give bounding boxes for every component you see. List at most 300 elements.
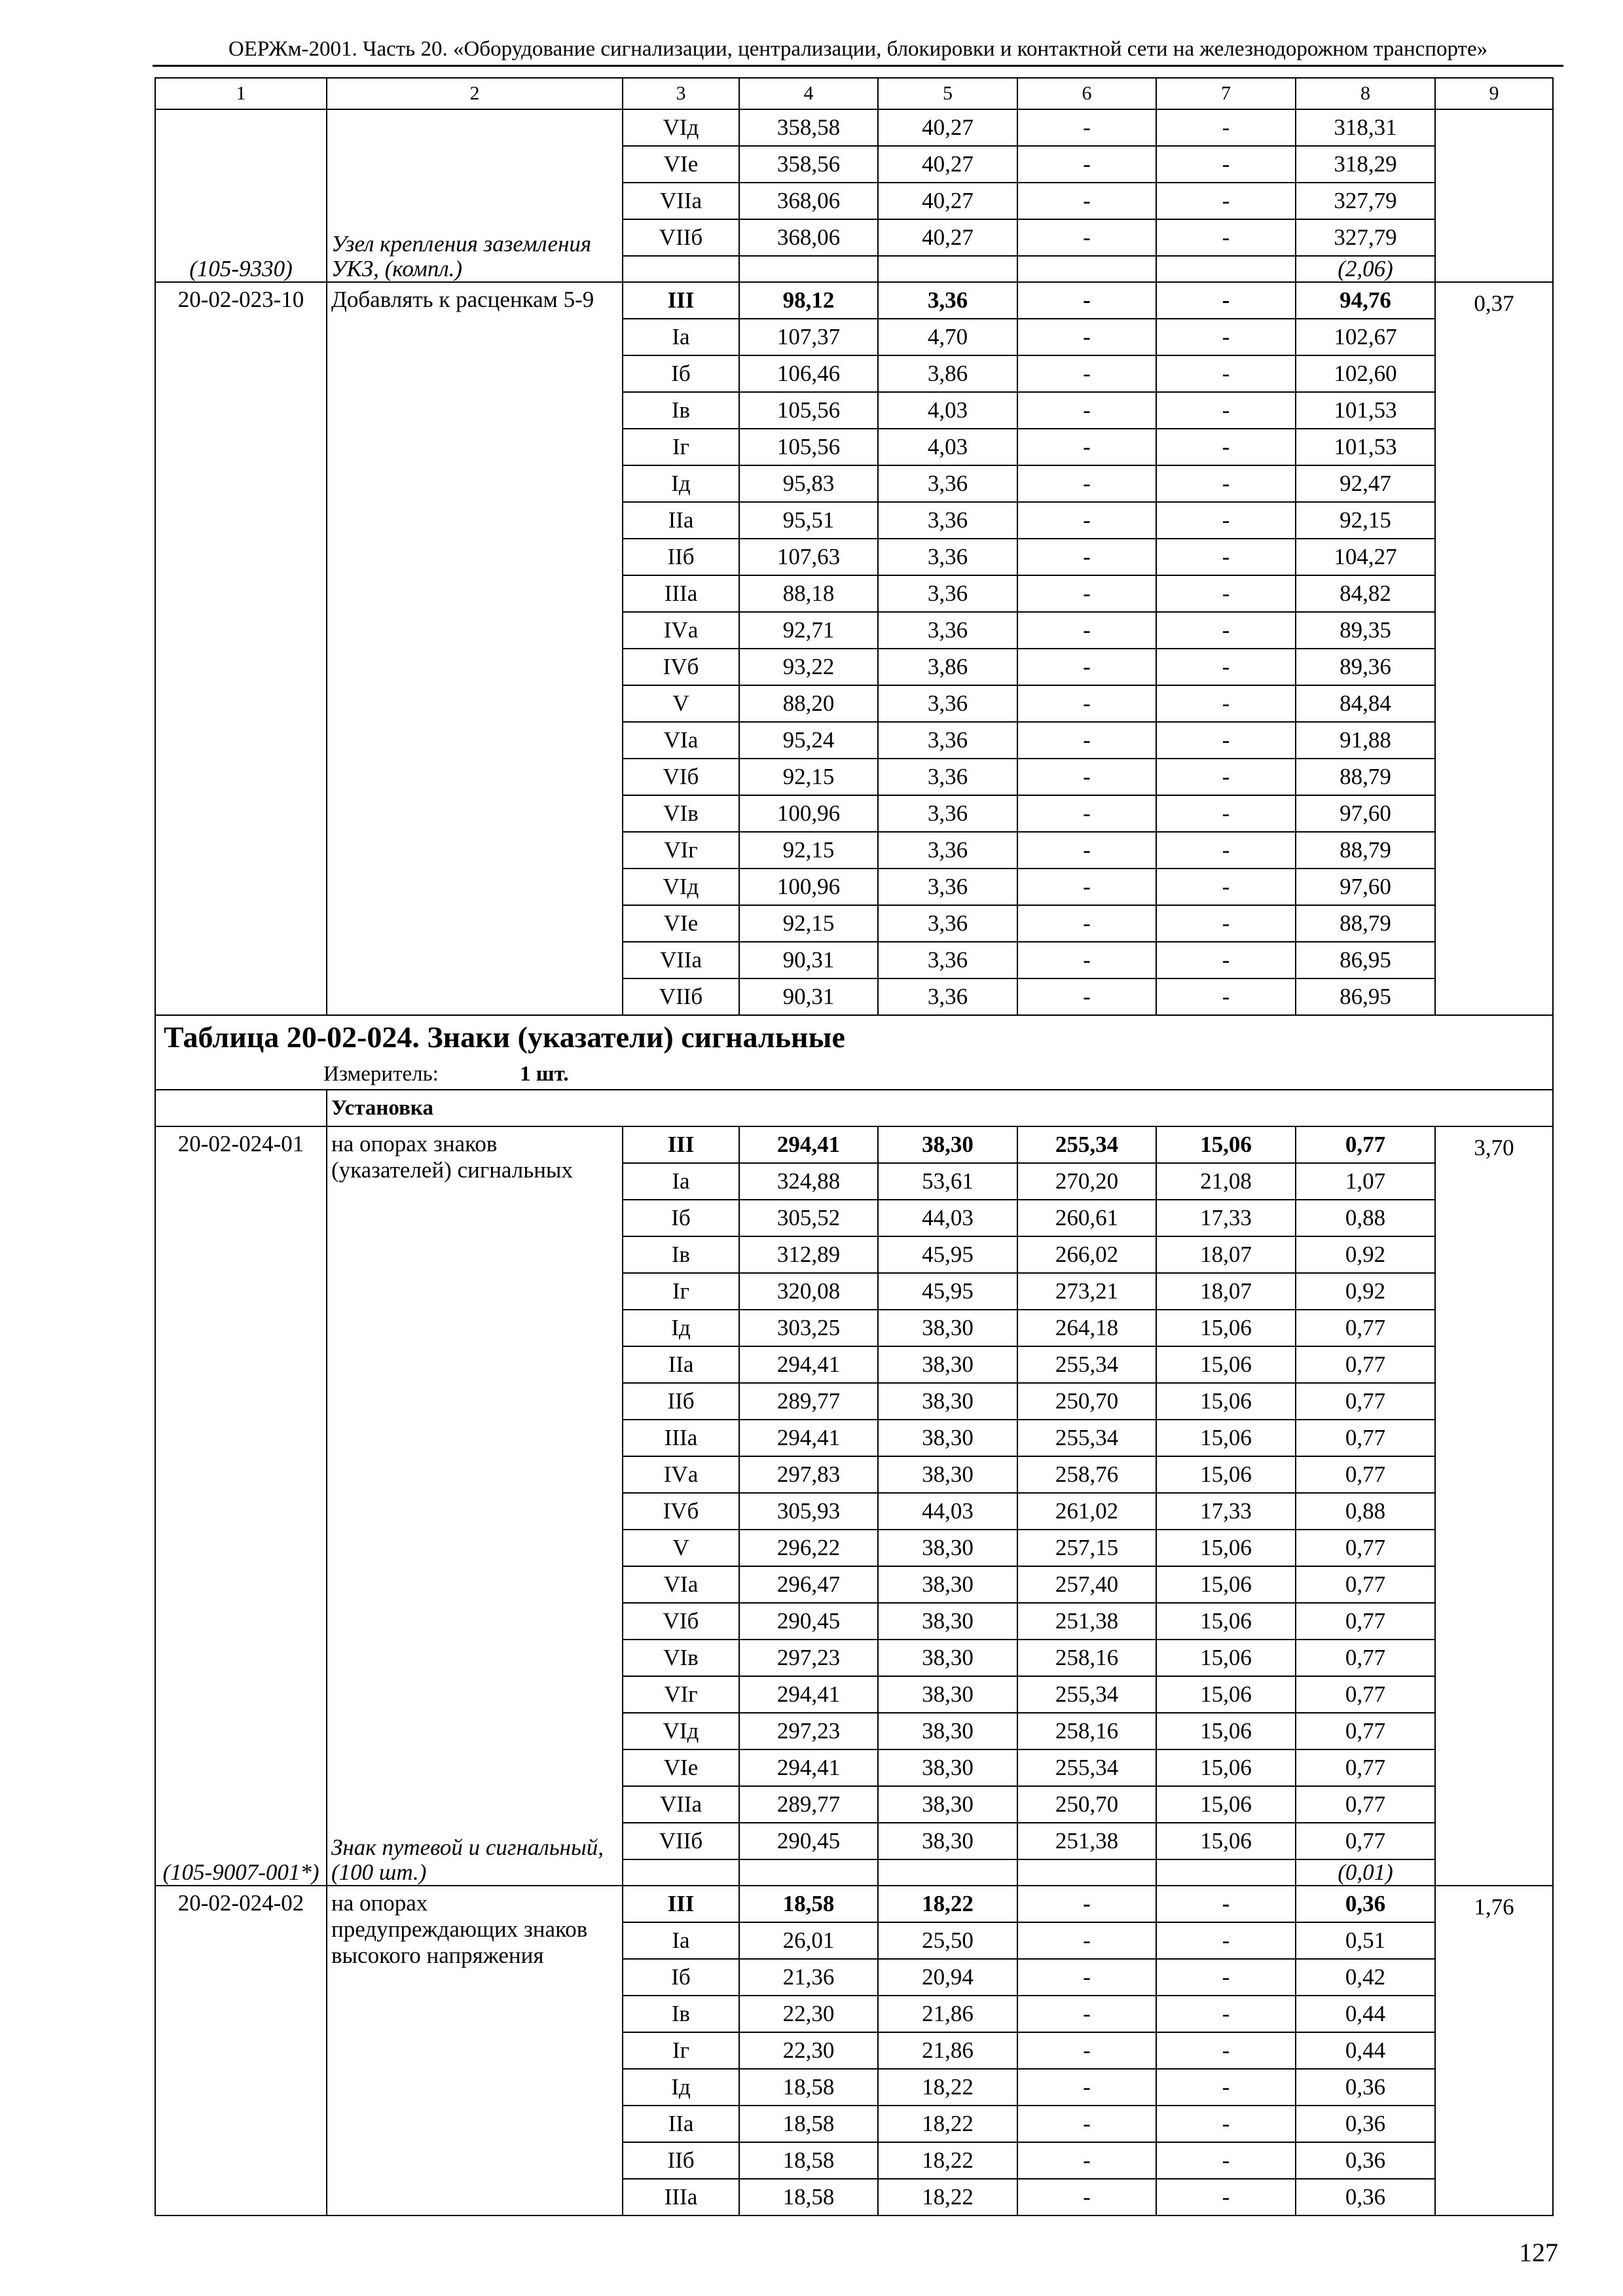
empty-cell — [878, 1859, 1017, 1886]
value-cell: 18,58 — [739, 1886, 878, 1922]
zone-code: IIб — [623, 2142, 739, 2179]
zone-code: IIа — [623, 1346, 739, 1383]
value-cell: 91,88 — [1296, 722, 1435, 759]
column-number: 1 — [155, 78, 327, 109]
value-cell: - — [1017, 2142, 1156, 2179]
material-quantity: (0,01) — [1296, 1859, 1435, 1886]
value-cell: 40,27 — [878, 219, 1017, 256]
value-cell: 327,79 — [1296, 183, 1435, 219]
price-table — [155, 77, 1554, 2216]
value-cell: - — [1156, 465, 1296, 502]
value-cell: 40,27 — [878, 183, 1017, 219]
value-cell: 294,41 — [739, 1346, 878, 1383]
empty-cell — [1017, 256, 1156, 282]
empty-cell — [623, 256, 739, 282]
value-cell: 296,22 — [739, 1530, 878, 1566]
labor-cell: 1,76 — [1435, 1886, 1553, 2215]
value-cell: 320,08 — [739, 1273, 878, 1310]
value-cell: 40,27 — [878, 146, 1017, 183]
value-cell: 18,22 — [878, 2142, 1017, 2179]
empty-cell — [878, 256, 1017, 282]
value-cell: 105,56 — [739, 392, 878, 429]
value-cell: 88,79 — [1296, 832, 1435, 869]
value-cell: 105,56 — [739, 429, 878, 465]
zone-code: Iб — [623, 355, 739, 392]
value-cell: - — [1156, 1886, 1296, 1922]
value-cell: 84,84 — [1296, 685, 1435, 722]
value-cell: - — [1017, 2069, 1156, 2106]
value-cell: 15,06 — [1156, 1786, 1296, 1823]
value-cell: 92,71 — [739, 612, 878, 649]
value-cell: 92,47 — [1296, 465, 1435, 502]
value-cell: 0,77 — [1296, 1603, 1435, 1640]
zone-code: VIе — [623, 905, 739, 942]
column-number: 4 — [739, 78, 878, 109]
column-number: 5 — [878, 78, 1017, 109]
zone-code: VIе — [623, 1749, 739, 1786]
value-cell: 21,86 — [878, 1996, 1017, 2032]
value-cell: - — [1156, 539, 1296, 575]
value-cell: 303,25 — [739, 1310, 878, 1346]
material-name: Узел крепления заземления УКЗ, (компл.) — [331, 231, 592, 281]
value-cell: - — [1017, 832, 1156, 869]
value-cell: - — [1156, 2069, 1296, 2106]
value-cell: 1,07 — [1296, 1163, 1435, 1200]
value-cell: - — [1156, 978, 1296, 1015]
value-cell: 38,30 — [878, 1346, 1017, 1383]
value-cell: 22,30 — [739, 1996, 878, 2032]
value-cell: - — [1017, 465, 1156, 502]
zone-code: VIд — [623, 869, 739, 905]
value-cell: 92,15 — [1296, 502, 1435, 539]
value-cell: - — [1017, 1886, 1156, 1922]
value-cell: - — [1017, 2106, 1156, 2142]
value-cell: 250,70 — [1017, 1786, 1156, 1823]
value-cell: 296,47 — [739, 1566, 878, 1603]
empty-cell — [739, 256, 878, 282]
value-cell: 18,22 — [878, 1886, 1017, 1922]
empty-cell — [739, 1859, 878, 1886]
value-cell: - — [1017, 146, 1156, 183]
value-cell: 15,06 — [1156, 1310, 1296, 1346]
value-cell: - — [1156, 429, 1296, 465]
value-cell: - — [1156, 183, 1296, 219]
value-cell: - — [1017, 429, 1156, 465]
value-cell: 261,02 — [1017, 1493, 1156, 1530]
zone-code: IVб — [623, 649, 739, 685]
value-cell: - — [1156, 942, 1296, 978]
zone-code: VIд — [623, 1713, 739, 1749]
value-cell: 40,27 — [878, 109, 1017, 146]
value-cell: 15,06 — [1156, 1383, 1296, 1420]
value-cell: 289,77 — [739, 1383, 878, 1420]
labor-cell: 0,37 — [1435, 282, 1553, 1015]
value-cell: 3,36 — [878, 832, 1017, 869]
value-cell: 89,36 — [1296, 649, 1435, 685]
value-cell: 257,15 — [1017, 1530, 1156, 1566]
value-cell: 95,51 — [739, 502, 878, 539]
value-cell: - — [1017, 685, 1156, 722]
value-cell: 15,06 — [1156, 1749, 1296, 1786]
value-cell: 368,06 — [739, 219, 878, 256]
zone-code: VIв — [623, 795, 739, 832]
value-cell: 257,40 — [1017, 1566, 1156, 1603]
value-cell: 324,88 — [739, 1163, 878, 1200]
measure-unit — [155, 1059, 1553, 1090]
value-cell: - — [1156, 319, 1296, 355]
zone-code: VIIб — [623, 219, 739, 256]
value-cell: 18,58 — [739, 2106, 878, 2142]
value-cell: 90,31 — [739, 978, 878, 1015]
value-cell: - — [1017, 649, 1156, 685]
zone-code: V — [623, 685, 739, 722]
value-cell: 44,03 — [878, 1200, 1017, 1236]
value-cell: 297,83 — [739, 1456, 878, 1493]
column-number: 2 — [327, 78, 623, 109]
value-cell: 251,38 — [1017, 1823, 1156, 1859]
value-cell: 258,76 — [1017, 1456, 1156, 1493]
zone-code: VIIа — [623, 1786, 739, 1823]
value-cell: 107,37 — [739, 319, 878, 355]
zone-code: Iв — [623, 392, 739, 429]
value-cell: 86,95 — [1296, 942, 1435, 978]
value-cell: 255,34 — [1017, 1346, 1156, 1383]
zone-code: Iб — [623, 1959, 739, 1996]
value-cell: 0,42 — [1296, 1959, 1435, 1996]
value-cell: 0,77 — [1296, 1420, 1435, 1456]
value-cell: 0,77 — [1296, 1346, 1435, 1383]
value-cell: 88,79 — [1296, 759, 1435, 795]
value-cell: - — [1156, 282, 1296, 319]
item-code — [155, 109, 327, 282]
material-code: (105-9330) — [189, 256, 293, 281]
value-cell: - — [1156, 575, 1296, 612]
value-cell: 0,77 — [1296, 1676, 1435, 1713]
value-cell: - — [1017, 1922, 1156, 1959]
value-cell: 38,30 — [878, 1310, 1017, 1346]
value-cell: - — [1017, 612, 1156, 649]
section-title-row — [155, 1015, 1553, 1059]
value-cell: 3,36 — [878, 502, 1017, 539]
value-cell: 95,83 — [739, 465, 878, 502]
value-cell: 53,61 — [878, 1163, 1017, 1200]
zone-code: VIб — [623, 759, 739, 795]
zone-code: Iв — [623, 1996, 739, 2032]
column-number-row — [155, 78, 1553, 109]
section-title: Таблица 20-02-024. Знаки (указатели) сигнальные — [155, 1015, 1553, 1059]
value-cell: 106,46 — [739, 355, 878, 392]
column-number: 8 — [1296, 78, 1435, 109]
value-cell: 0,92 — [1296, 1236, 1435, 1273]
subheading-row — [155, 1090, 1553, 1126]
value-cell: 94,76 — [1296, 282, 1435, 319]
empty-cell — [1156, 1859, 1296, 1886]
zone-code: VIд — [623, 109, 739, 146]
zone-code: IIIа — [623, 575, 739, 612]
value-cell: 3,36 — [878, 282, 1017, 319]
value-cell: 18,07 — [1156, 1236, 1296, 1273]
value-cell: - — [1156, 2106, 1296, 2142]
value-cell: 3,36 — [878, 978, 1017, 1015]
material-quantity: (2,06) — [1296, 256, 1435, 282]
value-cell: 38,30 — [878, 1126, 1017, 1163]
value-cell: 0,36 — [1296, 2142, 1435, 2179]
value-cell: 270,20 — [1017, 1163, 1156, 1200]
value-cell: - — [1156, 795, 1296, 832]
zone-code: Iб — [623, 1200, 739, 1236]
value-cell: 38,30 — [878, 1456, 1017, 1493]
value-cell: 3,36 — [878, 759, 1017, 795]
zone-code: Iг — [623, 429, 739, 465]
value-cell: 0,36 — [1296, 1886, 1435, 1922]
item-description: на опорах знаков (указателей) сигнальных Знак путевой и сигнальный, (100 шт.) — [327, 1126, 623, 1886]
value-cell: 18,22 — [878, 2069, 1017, 2106]
value-cell: 260,61 — [1017, 1200, 1156, 1236]
value-cell: 0,77 — [1296, 1786, 1435, 1823]
value-cell: 86,95 — [1296, 978, 1435, 1015]
value-cell: - — [1156, 1996, 1296, 2032]
value-cell: 4,03 — [878, 392, 1017, 429]
value-cell: 258,16 — [1017, 1640, 1156, 1676]
value-cell: 89,35 — [1296, 612, 1435, 649]
value-cell: 266,02 — [1017, 1236, 1156, 1273]
empty-cell — [1156, 256, 1296, 282]
item-description: на опорах предупреждающих знаков высокого напряжения — [327, 1886, 623, 2215]
value-cell: 104,27 — [1296, 539, 1435, 575]
value-cell: 15,06 — [1156, 1530, 1296, 1566]
empty-cell — [623, 1859, 739, 1886]
zone-code: IIа — [623, 502, 739, 539]
value-cell: - — [1017, 109, 1156, 146]
page-number: 127 — [1519, 2238, 1558, 2267]
value-cell: 15,06 — [1156, 1823, 1296, 1859]
value-cell: - — [1156, 2032, 1296, 2069]
table-row — [155, 1886, 1553, 1922]
value-cell: 3,36 — [878, 942, 1017, 978]
page-header: ОЕРЖм-2001. Часть 20. «Оборудование сигнализации, централизации, блокировки и контактной сети на железнодорожном транспорте» — [153, 34, 1563, 67]
value-cell: - — [1017, 2032, 1156, 2069]
value-cell: 18,22 — [878, 2179, 1017, 2215]
value-cell: 0,88 — [1296, 1493, 1435, 1530]
value-cell: 88,18 — [739, 575, 878, 612]
value-cell: 289,77 — [739, 1786, 878, 1823]
value-cell: 0,77 — [1296, 1126, 1435, 1163]
value-cell: 290,45 — [739, 1823, 878, 1859]
table-row — [155, 282, 1553, 319]
value-cell: 38,30 — [878, 1676, 1017, 1713]
value-cell: - — [1017, 1959, 1156, 1996]
value-cell: 0,77 — [1296, 1640, 1435, 1676]
value-cell: 38,30 — [878, 1603, 1017, 1640]
value-cell: 22,30 — [739, 2032, 878, 2069]
value-cell: 3,36 — [878, 612, 1017, 649]
value-cell: 15,06 — [1156, 1640, 1296, 1676]
value-cell: 0,77 — [1296, 1310, 1435, 1346]
value-cell: 0,77 — [1296, 1456, 1435, 1493]
value-cell: 15,06 — [1156, 1676, 1296, 1713]
value-cell: 88,20 — [739, 685, 878, 722]
table-row — [155, 1126, 1553, 1163]
value-cell: 38,30 — [878, 1640, 1017, 1676]
value-cell: 15,06 — [1156, 1456, 1296, 1493]
table-row — [155, 109, 1553, 146]
value-cell: 3,36 — [878, 795, 1017, 832]
zone-code: VIIб — [623, 978, 739, 1015]
value-cell: 15,06 — [1156, 1346, 1296, 1383]
value-cell: - — [1017, 183, 1156, 219]
value-cell: 250,70 — [1017, 1383, 1156, 1420]
value-cell: 3,36 — [878, 539, 1017, 575]
value-cell: 3,36 — [878, 465, 1017, 502]
value-cell: - — [1017, 1996, 1156, 2032]
value-cell: 264,18 — [1017, 1310, 1156, 1346]
value-cell: - — [1017, 282, 1156, 319]
value-cell: - — [1156, 905, 1296, 942]
value-cell: 0,88 — [1296, 1200, 1435, 1236]
measure-row — [155, 1059, 1553, 1090]
value-cell: 0,92 — [1296, 1273, 1435, 1310]
measure-label: Измеритель: — [323, 1062, 439, 1086]
value-cell: - — [1017, 869, 1156, 905]
value-cell: 0,77 — [1296, 1566, 1435, 1603]
value-cell: 368,06 — [739, 183, 878, 219]
value-cell: - — [1017, 978, 1156, 1015]
value-cell: - — [1156, 2179, 1296, 2215]
column-number: 6 — [1017, 78, 1156, 109]
value-cell: 318,31 — [1296, 109, 1435, 146]
zone-code: Iа — [623, 1922, 739, 1959]
zone-code: IIб — [623, 539, 739, 575]
value-cell: 3,36 — [878, 575, 1017, 612]
value-cell: 3,86 — [878, 355, 1017, 392]
column-number: 7 — [1156, 78, 1296, 109]
zone-code: III — [623, 282, 739, 319]
zone-code: IIа — [623, 2106, 739, 2142]
labor-cell: 3,70 — [1435, 1126, 1553, 1886]
value-cell: 107,63 — [739, 539, 878, 575]
value-cell: 255,34 — [1017, 1749, 1156, 1786]
value-cell: 17,33 — [1156, 1200, 1296, 1236]
item-code: 20-02-024-01 (105-9007-001*) — [155, 1126, 327, 1886]
value-cell: 38,30 — [878, 1383, 1017, 1420]
value-cell: 255,34 — [1017, 1676, 1156, 1713]
value-cell: - — [1156, 2142, 1296, 2179]
value-cell: - — [1017, 942, 1156, 978]
value-cell: 25,50 — [878, 1922, 1017, 1959]
value-cell: 0,36 — [1296, 2069, 1435, 2106]
value-cell: 101,53 — [1296, 392, 1435, 429]
value-cell: 15,06 — [1156, 1566, 1296, 1603]
zone-code: IVб — [623, 1493, 739, 1530]
zone-code: Iд — [623, 465, 739, 502]
value-cell: 26,01 — [739, 1922, 878, 1959]
value-cell: - — [1017, 759, 1156, 795]
value-cell: 15,06 — [1156, 1420, 1296, 1456]
zone-code: IVа — [623, 1456, 739, 1493]
measure-value: 1 шт. — [520, 1062, 569, 1086]
value-cell: 251,38 — [1017, 1603, 1156, 1640]
value-cell: 294,41 — [739, 1420, 878, 1456]
value-cell: - — [1156, 1922, 1296, 1959]
value-cell: 97,60 — [1296, 869, 1435, 905]
value-cell: - — [1156, 832, 1296, 869]
value-cell: 21,86 — [878, 2032, 1017, 2069]
value-cell: 102,60 — [1296, 355, 1435, 392]
value-cell: - — [1156, 355, 1296, 392]
value-cell: 17,33 — [1156, 1493, 1296, 1530]
value-cell: 358,56 — [739, 146, 878, 183]
zone-code: VIг — [623, 832, 739, 869]
value-cell: 38,30 — [878, 1420, 1017, 1456]
column-number: 9 — [1435, 78, 1553, 109]
value-cell: 97,60 — [1296, 795, 1435, 832]
value-cell: 38,30 — [878, 1749, 1017, 1786]
value-cell: 297,23 — [739, 1713, 878, 1749]
value-cell: 327,79 — [1296, 219, 1435, 256]
value-cell: 3,36 — [878, 722, 1017, 759]
value-cell: 305,52 — [739, 1200, 878, 1236]
value-cell: - — [1156, 685, 1296, 722]
value-cell: 0,77 — [1296, 1749, 1435, 1786]
zone-code: VIIб — [623, 1823, 739, 1859]
value-cell: 0,77 — [1296, 1383, 1435, 1420]
value-cell: 21,36 — [739, 1959, 878, 1996]
zone-code: VIе — [623, 146, 739, 183]
value-cell: 20,94 — [878, 1959, 1017, 1996]
zone-code: Iд — [623, 1310, 739, 1346]
item-description: Добавлять к расценкам 5-9 — [327, 282, 623, 1015]
value-cell: 0,51 — [1296, 1922, 1435, 1959]
zone-code: VIв — [623, 1640, 739, 1676]
value-cell: 45,95 — [878, 1273, 1017, 1310]
value-cell: 15,06 — [1156, 1126, 1296, 1163]
value-cell: 95,24 — [739, 722, 878, 759]
zone-code: Iа — [623, 1163, 739, 1200]
zone-code: III — [623, 1126, 739, 1163]
value-cell: 92,15 — [739, 905, 878, 942]
value-cell: - — [1017, 219, 1156, 256]
value-cell: 100,96 — [739, 869, 878, 905]
value-cell: 294,41 — [739, 1676, 878, 1713]
zone-code: VIа — [623, 1566, 739, 1603]
value-cell: 38,30 — [878, 1566, 1017, 1603]
value-cell: 3,36 — [878, 685, 1017, 722]
value-cell: 38,30 — [878, 1713, 1017, 1749]
value-cell: 88,79 — [1296, 905, 1435, 942]
value-cell: - — [1017, 355, 1156, 392]
value-cell: 18,58 — [739, 2179, 878, 2215]
value-cell: - — [1017, 575, 1156, 612]
value-cell: 318,29 — [1296, 146, 1435, 183]
value-cell: 273,21 — [1017, 1273, 1156, 1310]
value-cell: 98,12 — [739, 282, 878, 319]
value-cell: 294,41 — [739, 1749, 878, 1786]
zone-code: IVа — [623, 612, 739, 649]
zone-code: Iа — [623, 319, 739, 355]
labor-cell — [1435, 109, 1553, 282]
zone-code: IIIа — [623, 2179, 739, 2215]
value-cell: - — [1017, 319, 1156, 355]
zone-code: VIIа — [623, 183, 739, 219]
value-cell: 0,36 — [1296, 2106, 1435, 2142]
zone-code: VIIа — [623, 942, 739, 978]
value-cell: 102,67 — [1296, 319, 1435, 355]
zone-code: Iг — [623, 2032, 739, 2069]
value-cell: - — [1156, 109, 1296, 146]
value-cell: 92,15 — [739, 832, 878, 869]
value-cell: 0,44 — [1296, 2032, 1435, 2069]
value-cell: 44,03 — [878, 1493, 1017, 1530]
